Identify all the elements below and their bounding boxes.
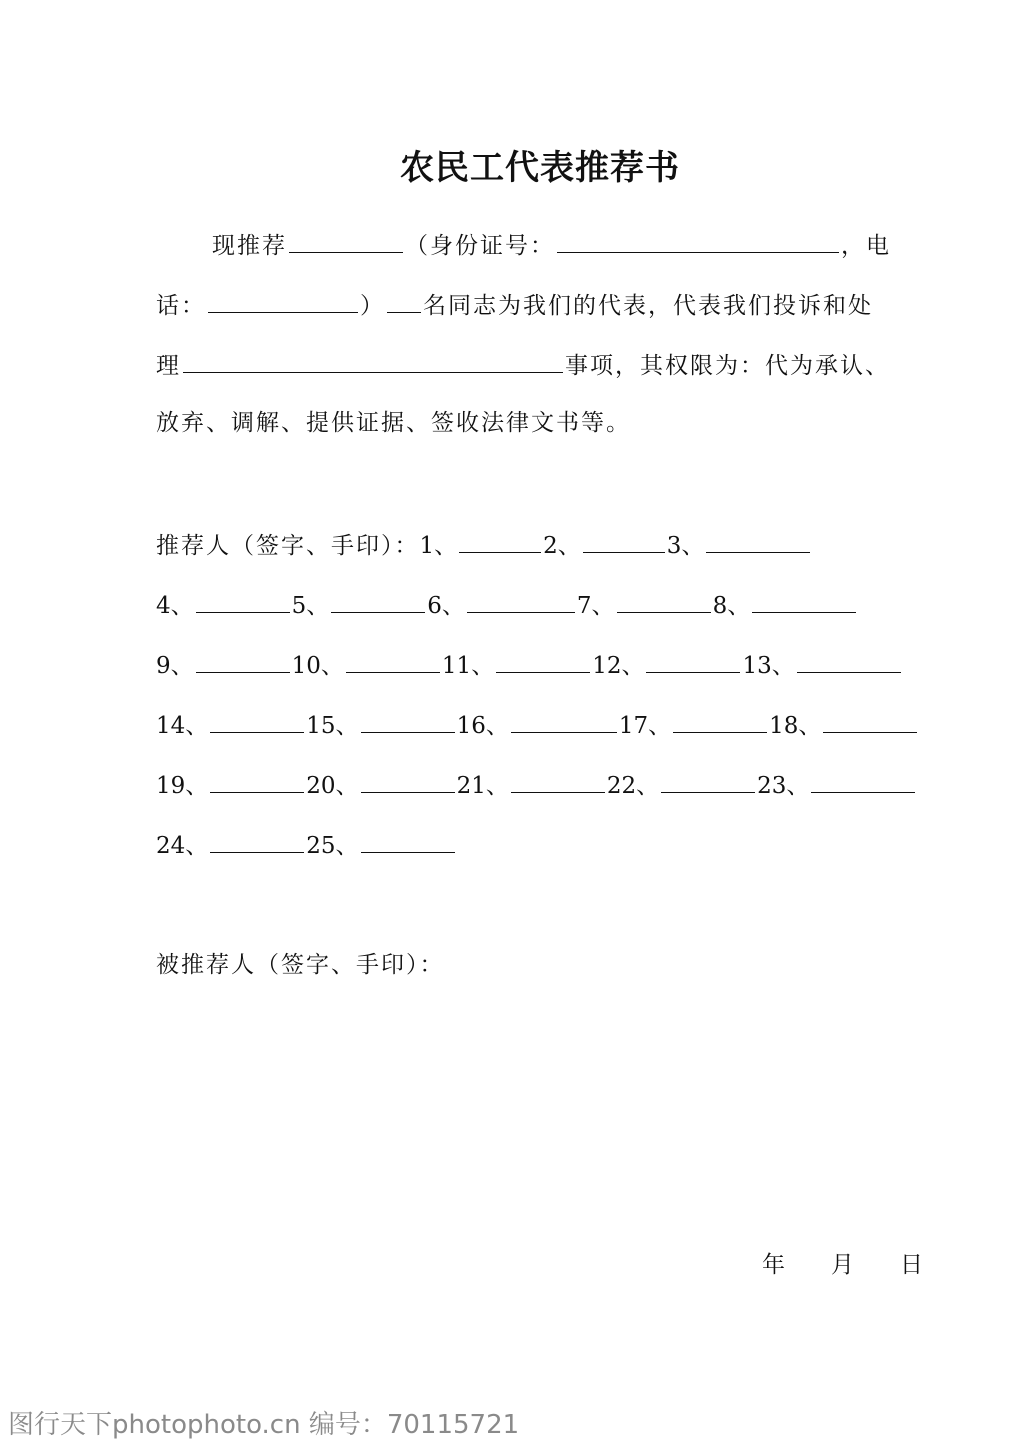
recommender-signature-blank[interactable] [210, 710, 304, 733]
recommender-signature-blank[interactable] [361, 830, 455, 853]
recommender-number: 13、 [742, 653, 795, 679]
text-handle: 理 [156, 353, 181, 379]
recommender-signature-blank[interactable] [346, 650, 440, 673]
recommender-signature-blank[interactable] [811, 770, 915, 793]
text-recommend-intro: 现推荐 [212, 233, 287, 259]
recommender-number: 11、 [441, 653, 495, 679]
para-line-3 [156, 350, 890, 379]
recommenders-row-5 [156, 770, 917, 799]
page-title: 农民工代表推荐书 [400, 148, 680, 188]
recommender-signature-blank[interactable] [583, 530, 665, 553]
phone-blank[interactable] [208, 290, 358, 313]
recommender-number: 8、 [712, 593, 751, 619]
recommender-signature-blank[interactable] [331, 590, 425, 613]
recommender-number: 17、 [618, 713, 672, 739]
recommender-number: 1、 [419, 533, 458, 559]
recommender-number: 4、 [156, 593, 194, 619]
recommender-signature-blank[interactable] [752, 590, 856, 613]
recommender-signature-blank[interactable] [646, 650, 740, 673]
recommender-number: 19、 [156, 773, 209, 799]
recommenders-row-6 [156, 830, 457, 859]
recommender-signature-blank[interactable] [210, 770, 304, 793]
recommender-signature-blank[interactable] [196, 650, 290, 673]
text-close-paren: ） [360, 293, 385, 319]
recommender-number: 14、 [156, 713, 209, 739]
recommender-number: 12、 [592, 653, 645, 679]
recommenders-row-4 [156, 710, 919, 739]
recommender-number: 10、 [291, 653, 344, 679]
date-month-label: 月 [831, 1252, 854, 1278]
recommender-signature-blank[interactable] [617, 590, 711, 613]
recommender-number: 21、 [456, 773, 509, 799]
recommender-signature-blank[interactable] [511, 710, 617, 733]
para-line-4: 放弃、调解、提供证据、签收法律文书等。 [156, 410, 631, 436]
text-phone-end: 话： [156, 293, 206, 319]
recommender-number: 7、 [576, 593, 615, 619]
date-line [762, 1252, 923, 1278]
text-phone-start: ，电 [841, 233, 891, 259]
recommender-number: 9、 [156, 653, 194, 679]
recommender-signature-blank[interactable] [797, 650, 901, 673]
recommender-signature-blank[interactable] [673, 710, 767, 733]
recommenders-row-2 [156, 590, 858, 619]
recommended-label: 被推荐人（签字、手印）： [156, 952, 445, 978]
recommender-number: 6、 [427, 593, 465, 619]
date-day-label: 日 [900, 1252, 923, 1278]
recommender-signature-blank[interactable] [361, 770, 455, 793]
recommender-signature-blank[interactable] [210, 830, 304, 853]
recommender-signature-blank[interactable] [496, 650, 590, 673]
recommender-number: 24、 [156, 833, 209, 859]
recommender-number: 25、 [306, 833, 359, 859]
text-id-label: （身份证号： [405, 233, 555, 259]
recommenders-label: 推荐人（签字、手印）： [156, 533, 420, 559]
recommender-number: 23、 [757, 773, 810, 799]
date-year-label: 年 [762, 1252, 785, 1278]
count-blank[interactable] [387, 290, 421, 313]
recommender-number: 3、 [666, 533, 705, 559]
recommender-signature-blank[interactable] [823, 710, 917, 733]
recommender-number: 20、 [306, 773, 359, 799]
recommender-number: 15、 [306, 713, 359, 739]
recommender-number: 22、 [606, 773, 660, 799]
watermark-text: 图行天下photophoto.cn 编号：70115721 [8, 1410, 520, 1440]
para-line-1 [212, 230, 891, 259]
matter-blank[interactable] [183, 350, 563, 373]
recommenders-row-3 [156, 650, 903, 679]
recommender-signature-blank[interactable] [459, 530, 541, 553]
recommender-signature-blank[interactable] [511, 770, 605, 793]
id-number-blank[interactable] [557, 230, 839, 253]
recommender-number: 2、 [543, 533, 581, 559]
text-representative: 名同志为我们的代表，代表我们投诉和处 [423, 293, 873, 319]
name-blank[interactable] [289, 230, 403, 253]
recommenders-row-1 [156, 530, 812, 559]
recommender-signature-blank[interactable] [467, 590, 575, 613]
text-authority: 事项，其权限为：代为承认、 [565, 353, 890, 379]
recommender-signature-blank[interactable] [706, 530, 810, 553]
recommender-number: 16、 [456, 713, 509, 739]
recommender-number: 5、 [291, 593, 330, 619]
recommender-signature-blank[interactable] [361, 710, 455, 733]
recommender-signature-blank[interactable] [196, 590, 290, 613]
recommender-signature-blank[interactable] [661, 770, 755, 793]
recommender-number: 18、 [769, 713, 822, 739]
para-line-2 [156, 290, 873, 319]
